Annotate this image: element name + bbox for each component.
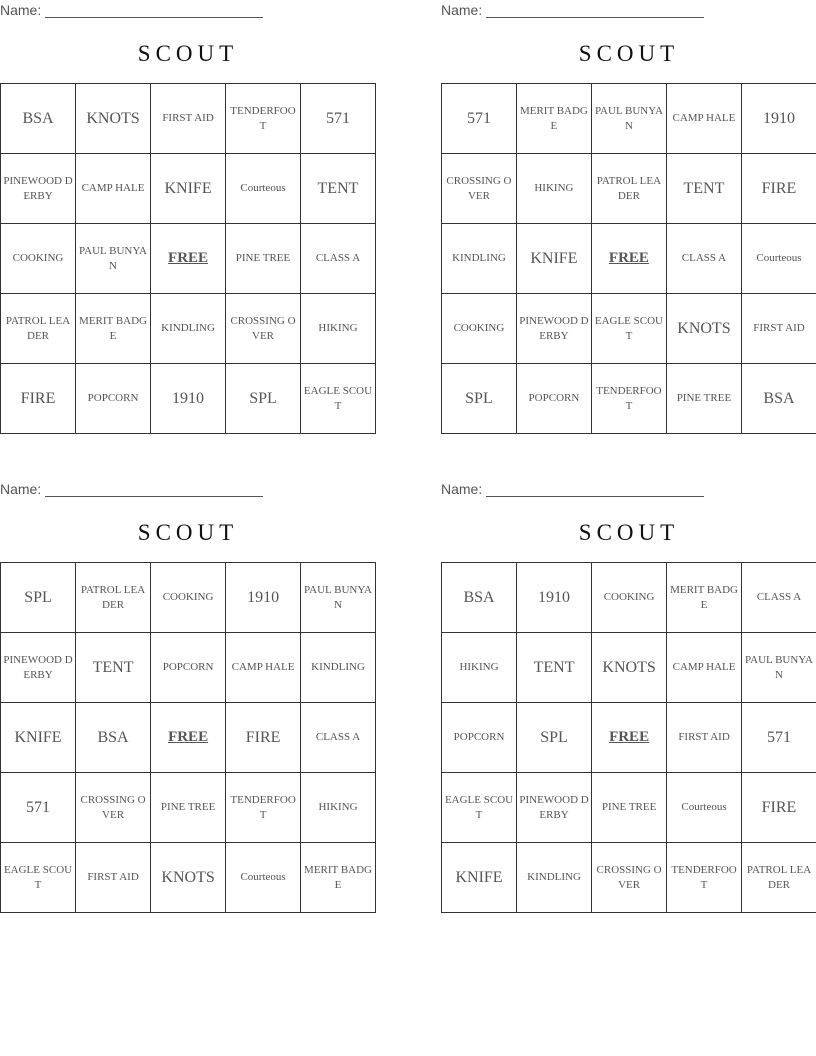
bingo-cell: FIRST AID xyxy=(741,294,816,364)
bingo-cell: TENT xyxy=(517,633,592,703)
bingo-cell: KNIFE xyxy=(1,703,76,773)
bingo-cell: Courteous xyxy=(226,843,301,913)
bingo-grid xyxy=(0,83,376,434)
bingo-cell: PINE TREE xyxy=(151,773,226,843)
bingo-cell: CAMP HALE xyxy=(666,84,741,154)
card-title: SCOUT xyxy=(578,41,680,66)
bingo-cell: 1910 xyxy=(226,563,301,633)
bingo-cell: CAMP HALE xyxy=(226,633,301,703)
bingo-cell: KNIFE xyxy=(442,843,517,913)
bingo-cell: KNOTS xyxy=(666,294,741,364)
bingo-cell: COOKING xyxy=(1,224,76,294)
bingo-cell: FIRST AID xyxy=(76,843,151,913)
name-line xyxy=(486,17,704,18)
bingo-cell: PAUL BUNYAN xyxy=(591,84,666,154)
free-space-cell: FREE xyxy=(591,224,666,294)
name-label: Name: xyxy=(441,481,483,497)
bingo-cell: PAUL BUNYAN xyxy=(76,224,151,294)
bingo-cell: MERIT BADGE xyxy=(516,84,591,154)
bingo-cell: HIKING xyxy=(300,294,375,364)
bingo-cell: PINEWOOD DERBY xyxy=(517,773,592,843)
bingo-cell: TENDERFOOT xyxy=(226,84,301,154)
bingo-cell: 571 xyxy=(742,703,816,773)
bingo-cell: KNOTS xyxy=(151,843,226,913)
bingo-cell: POPCORN xyxy=(151,633,226,703)
bingo-cell: SPL xyxy=(1,563,76,633)
bingo-cell: 1910 xyxy=(151,364,226,434)
bingo-cell: CAMP HALE xyxy=(76,154,151,224)
bingo-cell: MERIT BADGE xyxy=(301,843,376,913)
bingo-cell: MERIT BADGE xyxy=(667,563,742,633)
bingo-cell: FIRE xyxy=(741,154,816,224)
card-title: SCOUT xyxy=(137,41,239,66)
name-field xyxy=(441,481,711,499)
name-field xyxy=(0,2,270,20)
bingo-cell: SPL xyxy=(442,364,517,434)
bingo-cell: COOKING xyxy=(592,563,667,633)
bingo-cell: FIRE xyxy=(1,364,76,434)
bingo-cell: EAGLE SCOUT xyxy=(591,294,666,364)
bingo-cell: POPCORN xyxy=(76,364,151,434)
bingo-grid xyxy=(441,83,816,434)
name-field xyxy=(0,481,270,499)
bingo-cell: PAUL BUNYAN xyxy=(301,563,376,633)
bingo-cell: EAGLE SCOUT xyxy=(1,843,76,913)
bingo-cell: EAGLE SCOUT xyxy=(442,773,517,843)
name-label: Name: xyxy=(441,2,483,18)
bingo-cell: 1910 xyxy=(517,563,592,633)
bingo-cell: KINDLING xyxy=(151,294,226,364)
bingo-grid xyxy=(441,562,816,913)
bingo-cell: KINDLING xyxy=(301,633,376,703)
card-title: SCOUT xyxy=(578,520,680,545)
bingo-cell: TENDERFOOT xyxy=(226,773,301,843)
bingo-cell: COOKING xyxy=(442,294,517,364)
name-label: Name: xyxy=(0,481,42,497)
bingo-cell: KNIFE xyxy=(151,154,226,224)
bingo-cell: PINEWOOD DERBY xyxy=(516,294,591,364)
bingo-cell: PATROL LEADER xyxy=(76,563,151,633)
bingo-cell: BSA xyxy=(741,364,816,434)
bingo-cell: MERIT BADGE xyxy=(76,294,151,364)
bingo-cell: TENDERFOOT xyxy=(667,843,742,913)
bingo-cell: PATROL LEADER xyxy=(1,294,76,364)
bingo-cell: CLASS A xyxy=(742,563,816,633)
bingo-cell: CLASS A xyxy=(300,224,375,294)
bingo-cell: POPCORN xyxy=(442,703,517,773)
bingo-cell: HIKING xyxy=(301,773,376,843)
bingo-cell: PAUL BUNYAN xyxy=(742,633,816,703)
bingo-cell: 571 xyxy=(300,84,375,154)
bingo-cell: CROSSING OVER xyxy=(76,773,151,843)
bingo-cell: TENDERFOOT xyxy=(591,364,666,434)
bingo-cell: FIRST AID xyxy=(667,703,742,773)
bingo-cell: Courteous xyxy=(741,224,816,294)
bingo-cell: Courteous xyxy=(667,773,742,843)
bingo-cell: PINE TREE xyxy=(592,773,667,843)
free-space-cell: FREE xyxy=(151,224,226,294)
bingo-cell: PINEWOOD DERBY xyxy=(1,633,76,703)
name-line xyxy=(45,496,263,497)
bingo-cell: TENT xyxy=(76,633,151,703)
bingo-cell: KNOTS xyxy=(76,84,151,154)
bingo-cell: KNIFE xyxy=(516,224,591,294)
bingo-cell: PINE TREE xyxy=(226,224,301,294)
bingo-cell: SPL xyxy=(226,364,301,434)
free-space-cell: FREE xyxy=(592,703,667,773)
bingo-cell: BSA xyxy=(442,563,517,633)
bingo-cell: PINEWOOD DERBY xyxy=(1,154,76,224)
bingo-cell: BSA xyxy=(1,84,76,154)
bingo-cell: SPL xyxy=(517,703,592,773)
bingo-cell: EAGLE SCOUT xyxy=(300,364,375,434)
bingo-cell: HIKING xyxy=(516,154,591,224)
bingo-cell: CROSSING OVER xyxy=(442,154,517,224)
bingo-cell: CLASS A xyxy=(666,224,741,294)
name-line xyxy=(45,17,263,18)
bingo-cell: POPCORN xyxy=(516,364,591,434)
name-label: Name: xyxy=(0,2,42,18)
bingo-grid xyxy=(0,562,376,913)
bingo-cell: HIKING xyxy=(442,633,517,703)
bingo-cell: KNOTS xyxy=(592,633,667,703)
bingo-cell: CROSSING OVER xyxy=(226,294,301,364)
bingo-cell: KINDLING xyxy=(442,224,517,294)
name-field xyxy=(441,2,711,20)
bingo-cell: COOKING xyxy=(151,563,226,633)
bingo-cell: PATROL LEADER xyxy=(591,154,666,224)
bingo-cell: FIRST AID xyxy=(151,84,226,154)
bingo-cell: 571 xyxy=(1,773,76,843)
bingo-cell: FIRE xyxy=(226,703,301,773)
bingo-cell: CAMP HALE xyxy=(667,633,742,703)
name-line xyxy=(486,496,704,497)
bingo-cell: CROSSING OVER xyxy=(592,843,667,913)
bingo-cell: FIRE xyxy=(742,773,816,843)
bingo-cell: TENT xyxy=(300,154,375,224)
card-title: SCOUT xyxy=(137,520,239,545)
bingo-cell: PATROL LEADER xyxy=(742,843,816,913)
bingo-cell: KINDLING xyxy=(517,843,592,913)
bingo-cell: 1910 xyxy=(741,84,816,154)
bingo-cell: CLASS A xyxy=(301,703,376,773)
free-space-cell: FREE xyxy=(151,703,226,773)
bingo-cell: TENT xyxy=(666,154,741,224)
bingo-cell: PINE TREE xyxy=(666,364,741,434)
bingo-cell: BSA xyxy=(76,703,151,773)
bingo-cell: 571 xyxy=(442,84,517,154)
bingo-cell: Courteous xyxy=(226,154,301,224)
